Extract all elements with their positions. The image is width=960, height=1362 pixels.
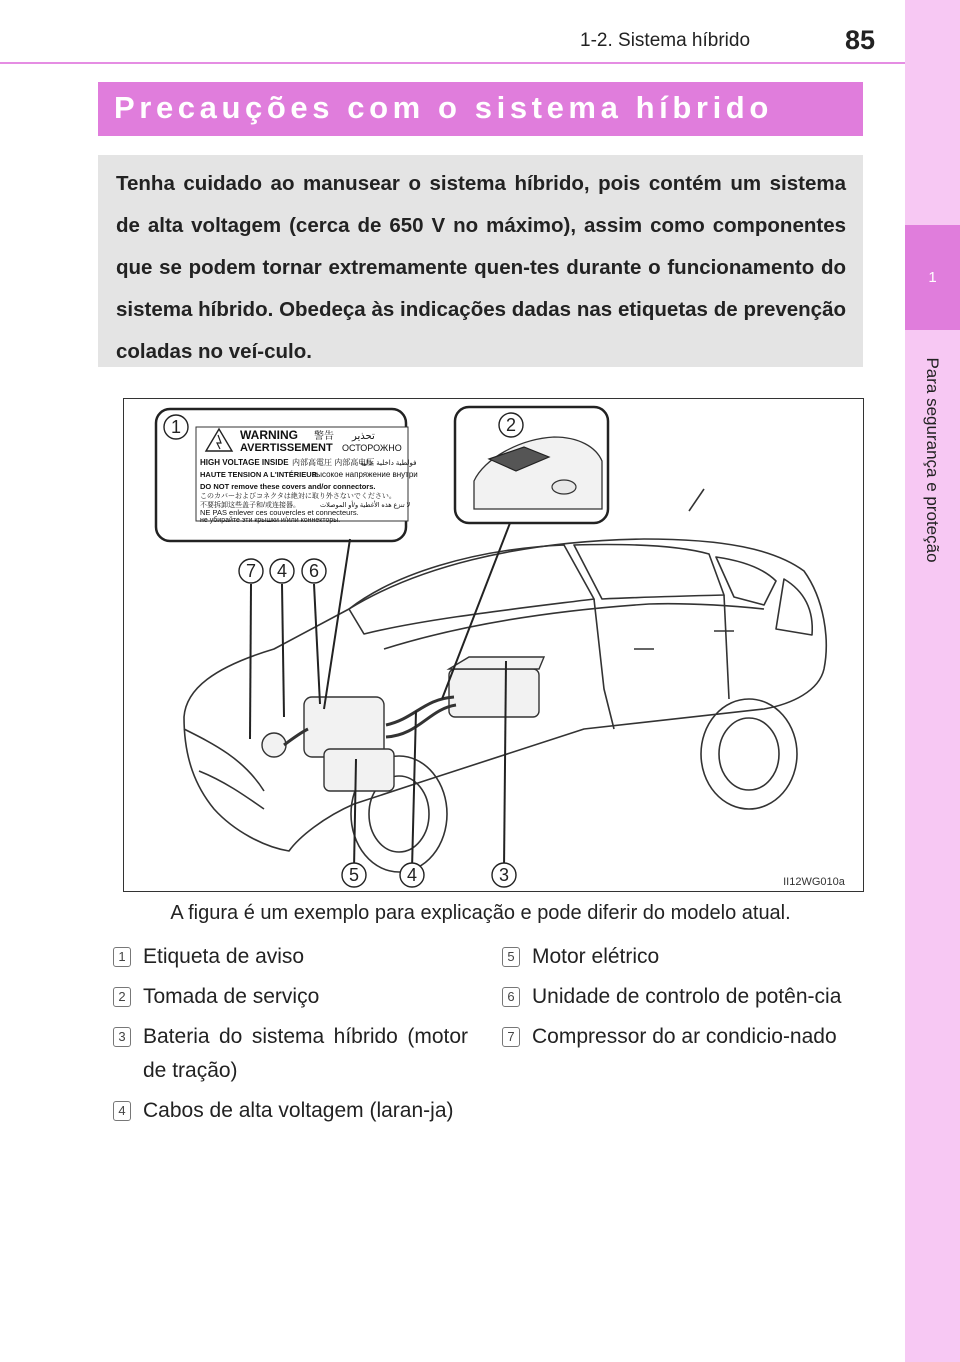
- figure-code: II12WG010a: [783, 876, 845, 888]
- legend-text: Motor elétrico: [532, 945, 660, 968]
- callout-7: 7: [245, 561, 257, 581]
- legend-text: Unidade de controlo de potên-cia: [532, 985, 842, 1008]
- service-plug-inset: [455, 407, 608, 523]
- label-warning-ru: ОСТОРОЖНО: [342, 443, 402, 453]
- figure-caption: A figura é um exemplo para explicação e pode diferir do modelo atual.: [170, 902, 791, 924]
- chapter-sidebar: [905, 0, 960, 1362]
- legend-item: [113, 1020, 468, 1088]
- callout-4-bottom: 4: [406, 865, 418, 885]
- label-ne-pas: NE PAS enlever ces couvercles et connecteurs.: [200, 508, 359, 517]
- section-title: 1-2. Sistema híbrido: [580, 30, 751, 51]
- legend-item: [502, 1020, 857, 1054]
- intro-text: Tenha cuidado ao manusear o sistema híbrido, pois contém um sistema de alta voltagem (cerca de 650 V no máximo), assim como componentes que se podem tornar extremamente quen-tes durante o funcionamento do sistema híbrido. Obedeça às indicações dadas nas etiquetas de prevenção coladas no veí-culo.: [116, 172, 846, 363]
- callout-3: 3: [498, 865, 510, 885]
- hybrid-components: [262, 657, 544, 791]
- label-hv-inside: HIGH VOLTAGE INSIDE: [200, 458, 289, 467]
- legend-number: 5: [502, 947, 520, 967]
- label-hv-ru: высокое напряжение внутри: [312, 470, 418, 479]
- label-hv-fr: HAUTE TENSION A L'INTÉRIEUR: [200, 470, 318, 479]
- label-hv-ar: فولطية داخلية عالية: [360, 460, 417, 467]
- label-avertissement: AVERTISSEMENT: [240, 442, 333, 454]
- label-do-not-ar: لا تنزع هذه الأغطية و/أو الموصلات: [320, 502, 411, 509]
- label-inset: [156, 409, 418, 541]
- label-warning: WARNING: [240, 428, 298, 442]
- legend-number: 4: [113, 1101, 131, 1121]
- callout-5: 5: [348, 865, 360, 885]
- label-do-not: DO NOT remove these covers and/or connectors.: [200, 482, 376, 491]
- section-heading: Precauções com o sistema híbrido: [114, 90, 773, 125]
- legend-list-right: [502, 940, 857, 1060]
- intro-box: [98, 155, 863, 367]
- chapter-number: 1: [905, 225, 960, 330]
- hybrid-system-figure: [123, 398, 864, 892]
- legend-text: Bateria do sistema híbrido (motor de tração): [143, 1025, 468, 1082]
- label-warning-cjk: 警告: [314, 431, 334, 442]
- label-warning-ar: تحذير: [352, 431, 375, 442]
- legend-item: [502, 940, 857, 974]
- legend-number: 6: [502, 987, 520, 1007]
- figure-drawing: [124, 399, 863, 891]
- legend-number: 1: [113, 947, 131, 967]
- chapter-label: Para segurança e proteção: [923, 357, 942, 563]
- legend-item: [113, 940, 468, 974]
- callout-4-top: 4: [276, 561, 288, 581]
- legend-list-left: [113, 940, 468, 1134]
- legend-number: 7: [502, 1027, 520, 1047]
- legend-number: 3: [113, 1027, 131, 1047]
- label-ne-ru: не убирайте эти крышки и/или коннекторы.: [200, 517, 341, 524]
- callout-2: 2: [505, 415, 517, 435]
- callout-1: 1: [170, 417, 182, 437]
- legend-item: [502, 980, 857, 1014]
- legend-item: [113, 1094, 468, 1128]
- legend-item: [113, 980, 468, 1014]
- page-number: 85: [845, 25, 876, 55]
- legend-text: Compressor do ar condicio-nado: [532, 1025, 837, 1048]
- legend-text: Cabos de alta voltagem (laran-ja): [143, 1099, 454, 1122]
- section-heading-bar: [98, 82, 863, 136]
- callout-6: 6: [308, 561, 320, 581]
- label-do-not-zh: 不要拆卸这些盖子和/或连接器。: [200, 502, 300, 509]
- legend-number: 2: [113, 987, 131, 1007]
- legend-text: Tomada de serviço: [143, 985, 320, 1008]
- label-hv-cjk: 内部高電圧 内部高电压: [292, 458, 375, 467]
- label-do-not-ja: このカバーおよびコネクタは絶対に取り外さないでください。: [200, 493, 396, 500]
- header-rule: [0, 62, 905, 64]
- legend-text: Etiqueta de aviso: [143, 945, 305, 968]
